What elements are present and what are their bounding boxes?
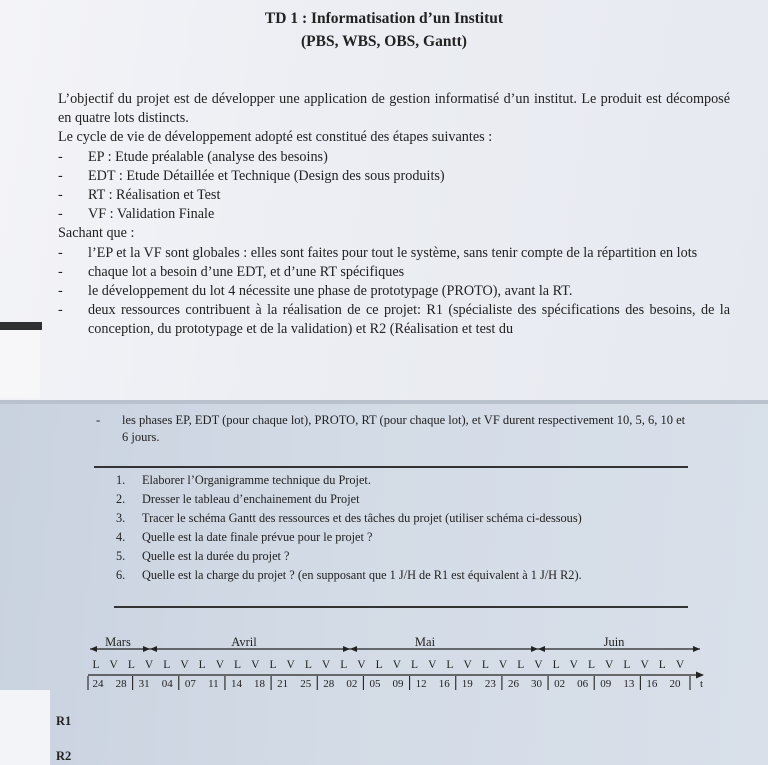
durations-paragraph xyxy=(96,412,690,446)
day-letter: L xyxy=(340,659,348,671)
day-letter: L xyxy=(163,659,171,671)
question-item: 4. Quelle est la date finale prévue pour le projet ? xyxy=(116,530,373,544)
date-label: 09 xyxy=(392,678,404,690)
divider-top xyxy=(94,466,688,468)
questions-list xyxy=(116,471,696,585)
condition-item: - l’EP et la VF sont globales : elles sont faites pour tout le système, sans tenir compte de la répartition en lots xyxy=(58,244,698,261)
day-letter: V xyxy=(675,659,685,671)
day-letter: V xyxy=(392,659,402,671)
day-letter: L xyxy=(127,659,135,671)
duration-item: - les phases EP, EDT (pour chaque lot), PROTO, RT (pour chaque lot), et VF durent respectivement 10, 5, 6, 10 et 6 jours. xyxy=(96,413,686,444)
day-letter: L xyxy=(481,659,489,671)
day-letter: L xyxy=(304,659,312,671)
question-item: 3. Tracer le schéma Gantt des ressources et des tâches du projet (utiliser schéma ci-dessous) xyxy=(116,511,582,525)
month-span-arrow-left xyxy=(350,646,357,652)
day-letter: L xyxy=(234,659,242,671)
date-label: 21 xyxy=(277,678,289,690)
day-letter: V xyxy=(286,659,295,671)
month-label: Avril xyxy=(231,635,257,649)
resource-label-r2: R2 xyxy=(56,749,72,763)
date-label: 09 xyxy=(600,678,612,690)
condition-item: - chaque lot a besoin d’une EDT, et d’une RT spécifiques xyxy=(58,263,405,280)
day-letter: V xyxy=(144,659,154,671)
condition-item: - le développement du lot 4 nécessite une phase de prototypage (PROTO), avant la RT. xyxy=(58,283,573,300)
date-label: 18 xyxy=(254,678,266,690)
axis-end-label: t xyxy=(700,678,704,690)
day-letter: V xyxy=(640,659,649,671)
date-label: 20 xyxy=(669,678,681,690)
day-letter: L xyxy=(411,659,419,671)
question-item: 5. Quelle est la durée du projet ? xyxy=(116,549,290,563)
resource-label-r1: R1 xyxy=(56,714,72,728)
month-span-arrow-left xyxy=(538,646,545,652)
day-letter: V xyxy=(569,659,578,671)
day-letter: V xyxy=(321,659,331,671)
phase-item: - EDT : Etude Détaillée et Technique (Design des sous produits) xyxy=(58,167,445,184)
day-letter: L xyxy=(92,659,100,671)
question-item: 1. Elaborer l’Organigramme technique du Projet. xyxy=(116,473,371,487)
paper-edge xyxy=(0,330,40,398)
gantt-chart xyxy=(0,628,768,765)
date-label: 16 xyxy=(646,678,658,690)
day-letter: V xyxy=(215,659,225,671)
exercise-statement xyxy=(58,90,730,340)
day-letter: V xyxy=(109,659,118,671)
phase-item: - EP : Etude préalable (analyse des besoins) xyxy=(58,148,328,165)
month-span-arrow-right xyxy=(693,646,700,652)
month-label: Mai xyxy=(414,635,436,649)
date-label: 26 xyxy=(507,678,519,690)
divider-bottom xyxy=(114,606,688,608)
sachant-que-label: Sachant que : xyxy=(58,225,135,242)
phase-item: - VF : Validation Finale xyxy=(58,206,215,223)
date-label: 28 xyxy=(115,678,127,690)
day-letter: V xyxy=(498,659,508,671)
month-span-arrow-right xyxy=(343,646,350,652)
date-label: 04 xyxy=(161,678,173,690)
day-letter: V xyxy=(357,659,366,671)
date-label: 28 xyxy=(323,678,335,690)
gantt-timeline xyxy=(0,628,768,765)
date-label: 24 xyxy=(92,678,104,690)
month-span-arrow-right xyxy=(531,646,538,652)
date-label: 14 xyxy=(230,678,242,690)
intro-paragraph: L’objectif du projet est de développer une application de gestion informatisé d’un institut. Le produit est décomposé en quatre lots distincts. xyxy=(58,91,730,127)
month-label: Juin xyxy=(603,635,625,649)
date-label: 06 xyxy=(577,678,589,690)
day-letter: V xyxy=(251,659,260,671)
date-label: 31 xyxy=(138,678,150,690)
date-label: 13 xyxy=(623,678,635,690)
day-letter: V xyxy=(605,659,614,671)
day-letter: V xyxy=(534,659,543,671)
day-letter: L xyxy=(446,659,454,671)
date-label: 19 xyxy=(461,678,473,690)
date-label: 23 xyxy=(484,678,496,690)
day-letter: V xyxy=(428,659,437,671)
page-title: TD 1 : Informatisation d’un Institut xyxy=(264,10,504,27)
day-letter: L xyxy=(517,659,525,671)
intro-lifecycle: Le cycle de vie de développement adopté est constitué des étapes suivantes : xyxy=(58,129,493,146)
day-letter: L xyxy=(587,659,596,671)
day-letter: L xyxy=(658,659,666,671)
date-label: 30 xyxy=(531,678,543,690)
day-letter: L xyxy=(198,659,206,671)
month-label: Mars xyxy=(105,635,131,649)
day-letter: L xyxy=(375,659,383,671)
date-label: 16 xyxy=(438,678,450,690)
date-label: 25 xyxy=(300,678,312,690)
date-label: 12 xyxy=(415,678,427,690)
page-fold xyxy=(0,400,768,404)
month-span-arrow-left xyxy=(150,646,157,652)
month-span-arrow-left xyxy=(90,646,97,652)
binder-clip xyxy=(0,322,42,330)
phase-item: - RT : Réalisation et Test xyxy=(58,187,221,204)
day-letter: V xyxy=(180,659,189,671)
month-span-arrow-right xyxy=(143,646,150,652)
date-label: 11 xyxy=(208,678,219,690)
condition-item: - deux ressources contribuent à la réalisation de ce projet: R1 (spécialiste des spécifications des besoins, de la conception, du prototypage et de la validation) et R2 (Réalisation et test du xyxy=(58,302,730,338)
date-label: 07 xyxy=(184,678,196,690)
question-item: 6. Quelle est la charge du projet ? (en supposant que 1 J/H de R1 est équivalent à 1 J/H R2). xyxy=(116,568,582,582)
date-label: 05 xyxy=(369,678,381,690)
day-letter: L xyxy=(623,659,631,671)
day-letter: L xyxy=(552,659,560,671)
date-label: 02 xyxy=(346,678,358,690)
day-letter: L xyxy=(269,659,277,671)
page-subtitle: (PBS, WBS, OBS, Gantt) xyxy=(301,33,467,50)
question-item: 2. Dresser le tableau d’enchainement du Projet xyxy=(116,492,360,506)
day-letter: V xyxy=(463,659,472,671)
date-label: 02 xyxy=(554,678,566,690)
